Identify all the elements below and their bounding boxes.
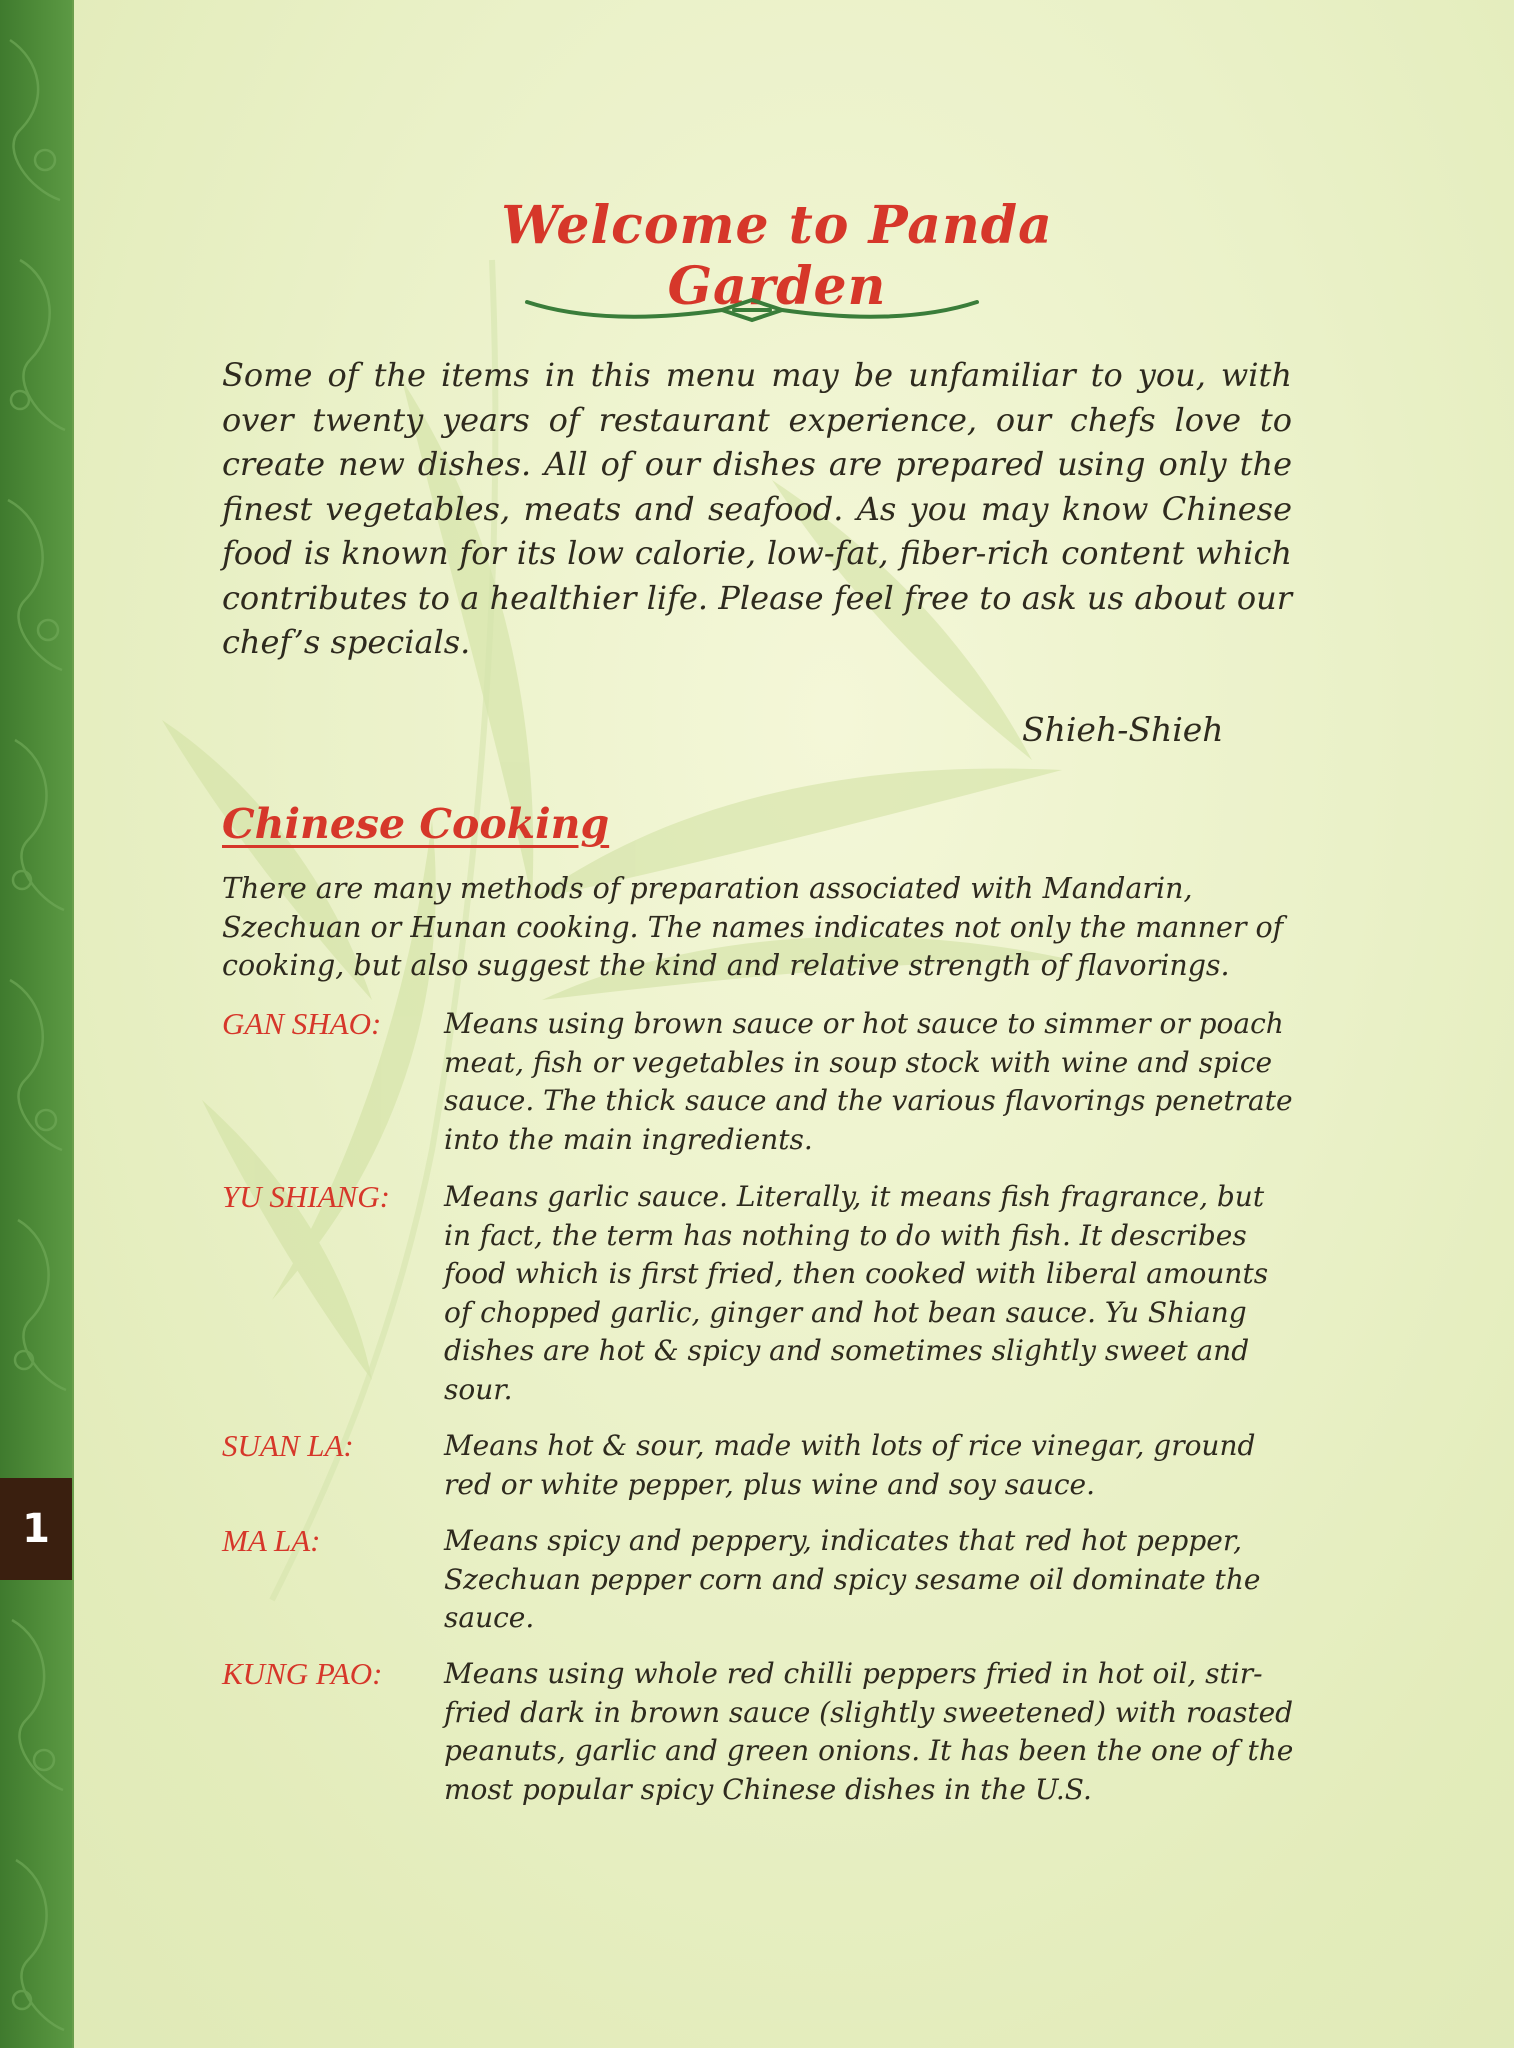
page-number: 1 [22,1506,50,1552]
term-label: YU SHIANG: [222,1179,390,1214]
section-heading-chinese-cooking: Chinese Cooking [222,800,610,848]
term-label: KUNG PAO: [222,1656,383,1691]
term-definition: Means hot & sour, made with lots of rice vinegar, ground red or white pepper, plus wine and soy sauce. [444,1429,1256,1501]
signature: Shieh-Shieh [1022,710,1224,749]
page-title: Welcome to Panda Garden [501,195,1053,317]
page-number-tab [0,1478,72,1580]
term-label: SUAN LA: [222,1428,354,1463]
title-flourish-ornament [522,290,982,330]
term-definition: Means using brown sauce or hot sauce to simmer or poach meat, fish or vegetables in soup stock with wine and spice sauce. The thick sauce and the various flavorings penetrate into the main ingredients. [444,1007,1293,1156]
term-definition: Means using whole red chilli peppers fried in hot oil, stir-fried dark in brown sauce (slightly sweetened) with roasted peanuts, garlic and green onions. It has been the one of the most popular spicy Chinese dishes in the U.S. [444,1657,1294,1806]
side-decorative-band [0,0,74,2048]
floral-pattern-decoration [0,0,72,2048]
term-definition: Means garlic sauce. Literally, it means fish fragrance, but in fact, the term has nothing to do with fish. It describes food which is first fried, then cooked with liberal amounts of chopped garlic, ginger and hot bean sauce. Yu Shiang dishes are hot & spicy and sometimes slightly sweet and sour. [444,1180,1269,1406]
term-label: MA LA: [222,1523,321,1558]
term-definition: Means spicy and peppery, indicates that red hot pepper, Szechuan pepper corn and spicy sesame oil dominate the sauce. [444,1524,1261,1634]
section-intro-paragraph: There are many methods of preparation associated with Mandarin, Szechuan or Hunan cooking. The names indicates not only the manner of cooking, but also suggest the kind and relative strength of flavorings. [222,872,1284,982]
welcome-paragraph: Some of the items in this menu may be unfamiliar to you, with over twenty years of restaurant experience, our chefs love to create new dishes. All of our dishes are prepared using only the finest vegetables, meats and seafood. As you may know Chinese food is known for its low calorie, low-fat, fiber-rich content which contributes to a healthier life. Please feel free to ask us about our chef’s specials. [222,356,1292,661]
term-label: GAN SHAO: [222,1006,382,1041]
